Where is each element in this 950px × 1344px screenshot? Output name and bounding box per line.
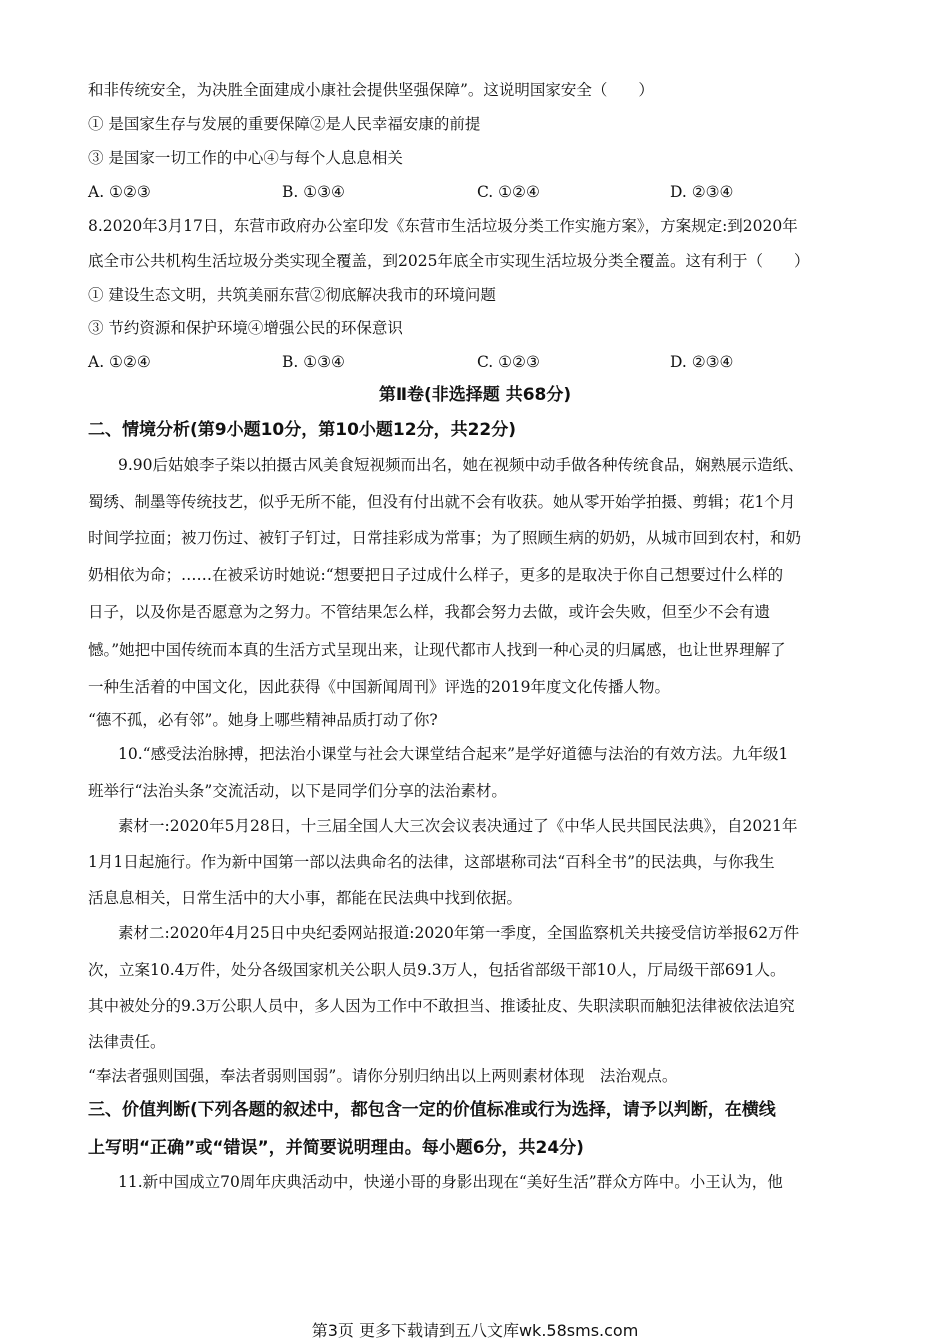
- q9-paragraph-line-6: 憾。”她把中国传统而本真的生活方式呈现出来，让现代都市人找到一种心灵的归属感，也让世界理解了: [88, 641, 786, 659]
- q8-option-b: B. ①③④: [282, 353, 345, 371]
- q10-intro-line-2: 班举行“法治头条”交流活动，以下是同学们分享的法治素材。: [88, 782, 507, 800]
- q8-stem-line-1: 8.2020年3月17日，东营市政府办公室印发《东营市生活垃圾分类工作实施方案》，方案规定:到2020年: [88, 217, 798, 235]
- section-3-title-line-2: 上写明“正确”或“错误”，并简要说明理由。每小题6分，共24分): [88, 1138, 584, 1158]
- q9-paragraph-line-2: 蜀绣、制墨等传统技艺，似乎无所不能，但没有付出就不会有收获。她从零开始学拍摄、剪辑；花1个月: [88, 493, 796, 511]
- q9-paragraph-line-5: 日子，以及你是否愿意为之努力。不管结果怎么样，我都会努力去做，或许会失败，但至少不会有遗: [88, 603, 771, 621]
- q9-paragraph-line-3: 时间学拉面；被刀伤过、被钉子钉过，日常挂彩成为常事；为了照顾生病的奶奶，从城市回到农村，和奶: [88, 529, 802, 547]
- q7-statement-2: ③ 是国家一切工作的中心④与每个人息息相关: [88, 149, 403, 167]
- q9-paragraph-line-4: 奶相依为命；……在被采访时她说:“想要把日子过成什么样子，更多的是取决于你自己想要过什么样的: [88, 566, 784, 584]
- q10-material-2-line-4: 法律责任。: [88, 1033, 166, 1051]
- q8-statement-2: ③ 节约资源和保护环境④增强公民的环保意识: [88, 319, 403, 337]
- section-2-title: 二、情境分析(第9小题10分，第10小题12分，共22分): [88, 420, 516, 440]
- q7-option-d: D. ②③④: [670, 183, 734, 201]
- q8-option-d: D. ②③④: [670, 353, 734, 371]
- q10-material-1-line-2: 1月1日起施行。作为新中国第一部以法典命名的法律，这部堪称司法“百科全书”的民法典，与你我生: [88, 853, 775, 871]
- section-3-title-line-1: 三、价值判断(下列各题的叙述中，都包含一定的价值标准或行为选择，请予以判断，在横线: [88, 1100, 776, 1120]
- q8-option-c: C. ①②③: [477, 353, 540, 371]
- q10-question: “奉法者强则国强，奉法者弱则国弱”。请你分别归纳出以上两则素材体现 法治观点。: [88, 1067, 678, 1085]
- q11-stem-line-1: 11.新中国成立70周年庆典活动中，快递小哥的身影出现在“美好生活”群众方阵中。小王认为，他: [118, 1173, 783, 1191]
- page-footer: 第3页 更多下载请到五八文库wk.58sms.com: [311, 1321, 639, 1340]
- q7-statement-1: ① 是国家生存与发展的重要保障②是人民幸福安康的前提: [88, 115, 481, 133]
- q8-stem-line-2: 底全市公共机构生活垃圾分类实现全覆盖，到2025年底全市实现生活垃圾分类全覆盖。这有利于（ ）: [88, 252, 810, 270]
- q8-option-a: A. ①②④: [88, 353, 151, 371]
- q7-option-c: C. ①②④: [477, 183, 540, 201]
- q10-material-2-line-2: 次，立案10.4万件，处分各级国家机关公职人员9.3万人，包括省部级干部10人，厅局级干部691人。: [88, 961, 786, 979]
- part-2-title: 第Ⅱ卷(非选择题 共68分): [378, 385, 572, 405]
- q8-statement-1: ① 建设生态文明，共筑美丽东营②彻底解决我市的环境问题: [88, 286, 496, 304]
- q9-paragraph-line-1: 9.90后姑娘李子柒以拍摄古风美食短视频而出名，她在视频中动手做各种传统食品，娴熟展示造纸、: [118, 456, 804, 474]
- q10-material-1-line-1: 素材一:2020年5月28日，十三届全国人大三次会议表决通过了《中华人民共国民法典》，自2021年: [118, 817, 798, 835]
- q10-material-2-line-1: 素材二:2020年4月25日中央纪委网站报道:2020年第一季度，全国监察机关共接受信访举报62万件: [118, 924, 800, 942]
- q9-question: “德不孤，必有邻”。她身上哪些精神品质打动了你?: [88, 711, 438, 729]
- q7-option-a: A. ①②③: [88, 183, 151, 201]
- q10-material-1-line-3: 活息息相关，日常生活中的大小事，都能在民法典中找到依据。: [88, 889, 523, 907]
- q9-paragraph-line-7: 一种生活着的中国文化，因此获得《中国新闻周刊》评选的2019年度文化传播人物。: [88, 678, 670, 696]
- q10-intro-line-1: 10.“感受法治脉搏，把法治小课堂与社会大课堂结合起来”是学好道德与法治的有效方法。九年级1: [118, 745, 789, 763]
- q7-option-b: B. ①③④: [282, 183, 345, 201]
- q10-material-2-line-3: 其中被处分的9.3万公职人员中，多人因为工作中不敢担当、推诿扯皮、失职渎职而触犯法律被依法追究: [88, 997, 795, 1015]
- q7-stem-line: 和非传统安全，为决胜全面建成小康社会提供坚强保障”。这说明国家安全（ ）: [88, 81, 654, 99]
